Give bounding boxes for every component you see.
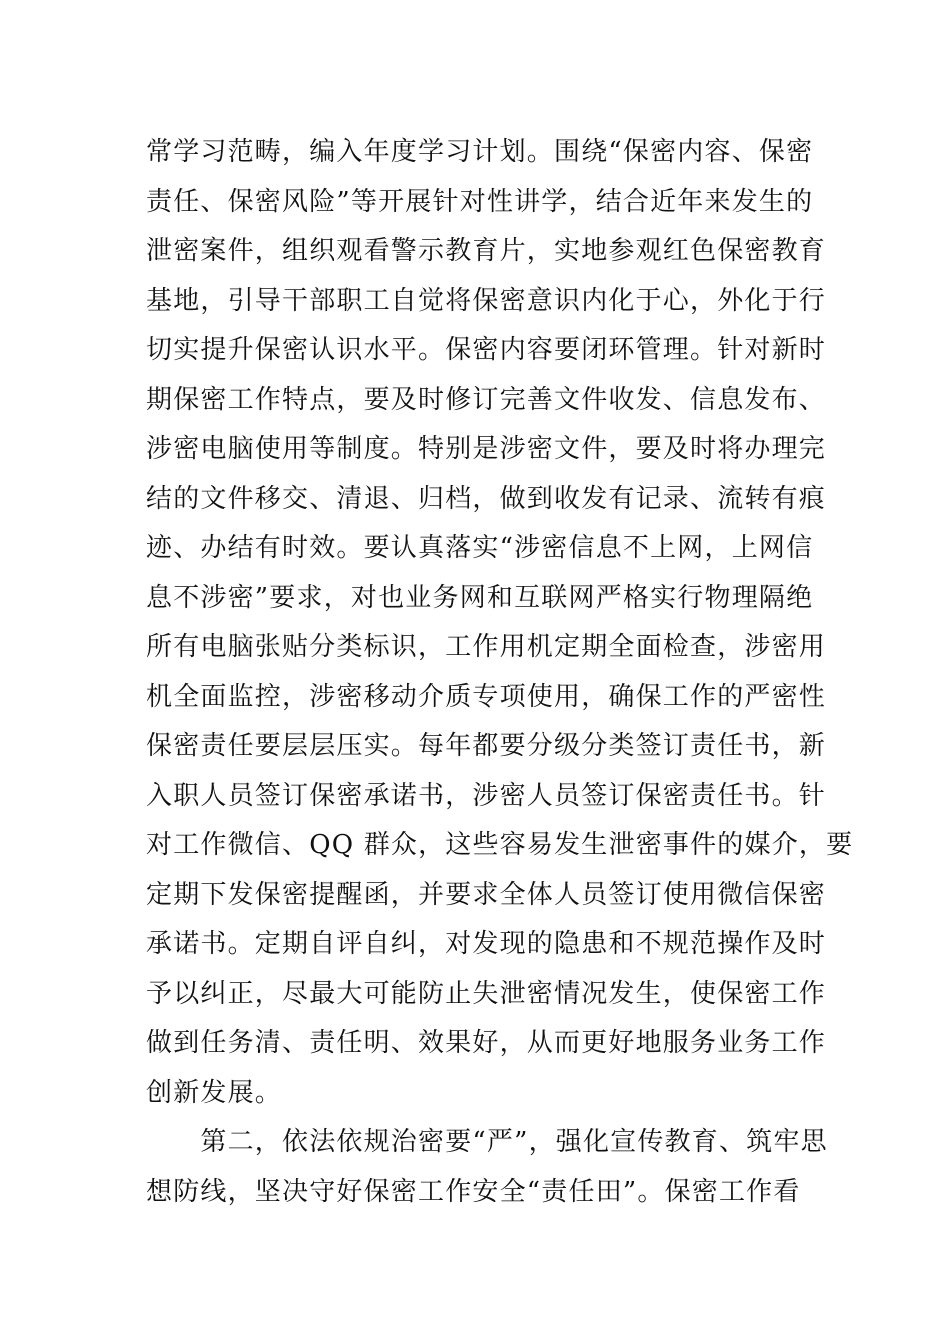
text-line: 期保密工作特点，要及时修订完善文件收发、信息发布、 [146,384,827,415]
text-line: 想防线，坚决守好保密工作安全“责任田”。保密工作看 [146,1176,801,1207]
text-line: 常学习范畴，编入年度学习计划。围绕“保密内容、保密 [146,137,814,167]
text-line: 入职人员签订保密承诺书，涉密人员签订保密责任书。针 [146,780,827,811]
text-line: 予以纠正，尽最大可能防止失泄密情况发生，使保密工作 [146,978,827,1009]
text-line: 定期下发保密提醒函，并要求全体人员签订使用微信保密 [146,879,827,910]
text-line: 第二，依法依规治密要“严”，强化宣传教育、筑牢思 [146,1127,828,1157]
text-line: 保密责任要层层压实。每年都要分级分类签订责任书，新 [146,731,827,761]
text-line: 基地，引导干部职工自觉将保密意识内化于心，外化于行 [146,285,827,316]
text-line: 所有电脑张贴分类标识，工作用机定期全面检查，涉密用 [146,632,827,662]
text-line: 对工作微信、QQ 群众，这些容易发生泄密事件的媒介，要 [146,830,854,860]
text-line: 机全面监控，涉密移动介质专项使用，确保工作的严密性 [146,681,827,712]
text-line: 做到任务清、责任明、效果好，从而更好地服务业务工作 [146,1028,827,1058]
text-line: 责任、保密风险”等开展针对性讲学，结合近年来发生的 [146,186,814,217]
text-line: 涉密电脑使用等制度。特别是涉密文件，要及时将办理完 [146,434,827,464]
text-line: 泄密案件，组织观看警示教育片，实地参观红色保密教育 [146,236,827,266]
document-body [146,128,854,1217]
text-line: 创新发展。 [146,1077,283,1108]
text-line: 迹、办结有时效。要认真落实“涉密信息不上网，上网信 [146,533,814,563]
text-line: 息不涉密”要求，对也业务网和互联网严格实行物理隔绝 [146,582,814,613]
text-line: 结的文件移交、清退、归档，做到收发有记录、流转有痕 [146,483,827,514]
text-line: 切实提升保密认识水平。保密内容要闭环管理。针对新时 [146,335,827,365]
text-line: 承诺书。定期自评自纠，对发现的隐患和不规范操作及时 [146,929,827,959]
